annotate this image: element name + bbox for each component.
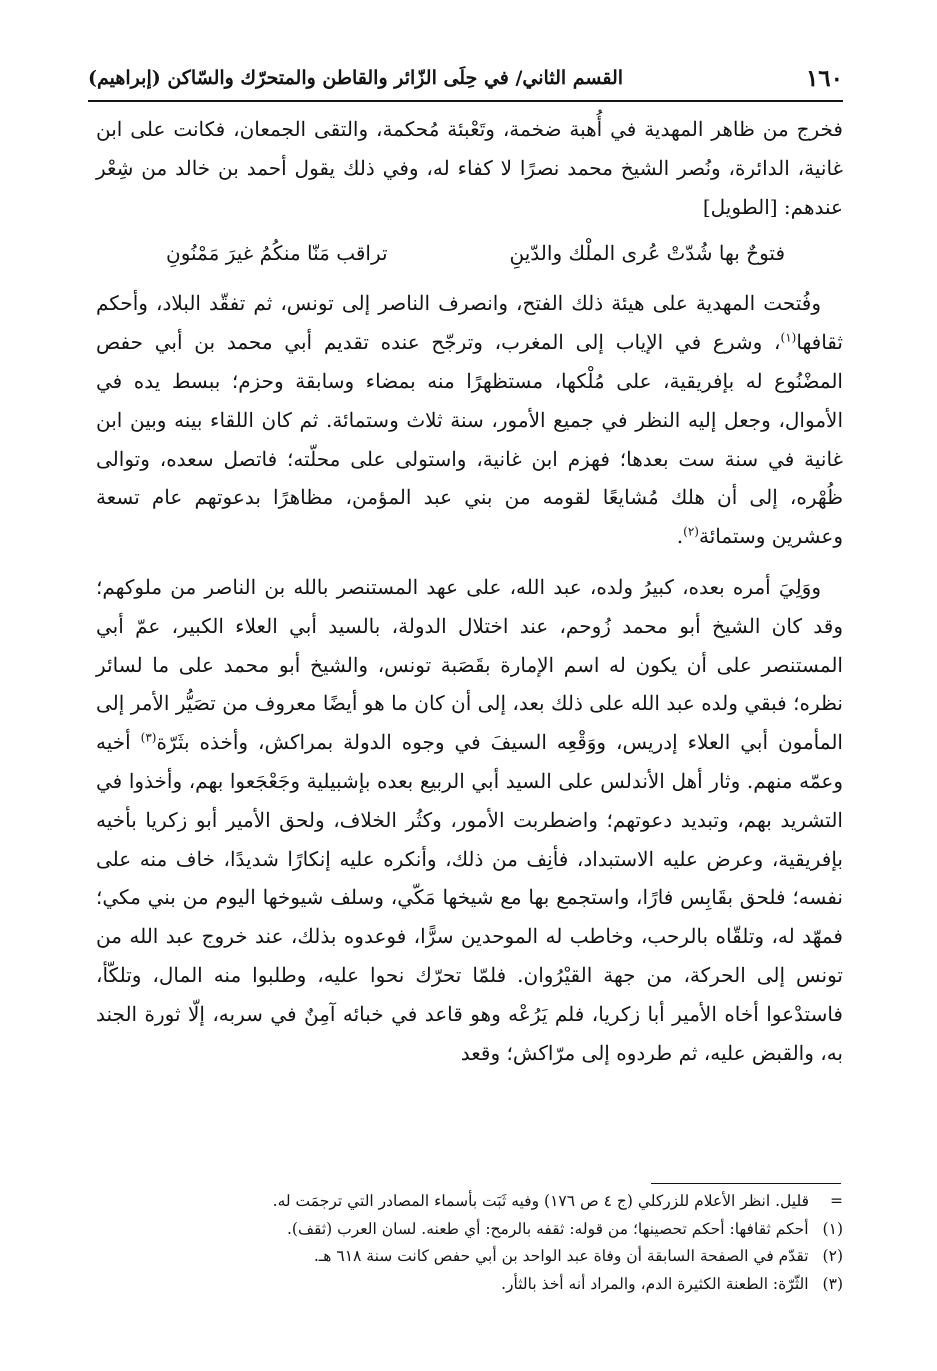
footnote-1 [96,1216,843,1244]
paragraph-3-part-a: ووَلِيَ أمره بعده، كبيرُ ولده، عبد الله، على عهد المستنصر بالله بن الناصر من ملوكهم؛ وقد كان الشيخ أبو محمد زُوحم، عند اختلال الدولة، بالسيد أبي العلاء الكبير، عمّ أبي المستنصر على أن يكون له اسم الإمارة بقَصَبة تونس، والشيخ أبو محمد على ما لسائر نظره؛ فبقي ولده عبد الله على ذلك بعد، إلى أن كان ما هو أيضًا معروف من تصَيُّر الأمر إلى المأمون أبي العلاء إدريس، ووَقْعِه السيفَ في وجوه الدولة بمراكش، وأخذه بثَرّة [96,574,843,755]
footnote-2 [96,1243,843,1271]
paragraph-2 [96,284,843,556]
footnote-text: أحكم ثقافها: أحكم تحصينها؛ من قوله: ثقفه بالرمح: أي طعنه. لسان العرب (ثقف). [286,1219,809,1238]
header-divider [88,100,843,102]
footnote-text: الثّرّة: الطعنة الكثيرة الدم، والمراد أنه أخذ بالثأر. [501,1274,809,1293]
footnote-divider [651,1183,841,1184]
footnote-3 [96,1271,843,1299]
running-title: القسم الثاني/ في حِلَى الزّائر والقاطن والمتحرّك والسّاكن (إبراهيم) [88,67,624,89]
paragraph-3 [96,568,843,1072]
footnote-ref-1[interactable]: (١) [780,330,797,345]
footnote-mark: (٢) [822,1247,843,1265]
paragraph-2-part-b: ، وشرع في الإياب إلى المغرب، وترجّح عنده تقديم أبي محمد بن أبي حفص المضْنُوع له بإفريقية، على مُلْكها، مستظهرًا منه بمضاء وسابقة وحزم؛ ببسط يده في الأموال، وجعل إليه النظر في جميع الأمور، سنة ثلاث وستمائة. ثم كان اللقاء بينه وبين ابن غانية في سنة ست بعدها؛ فهزم ابن غانية، واستولى على محلّته؛ فاتصل سعده، وتوالى ظُهْره، إلى أن هلك مُشايعًا لقومه من بني عبد المؤمن، مظاهرًا بدعوتهم عام تسعة وعشرين وستمائة [96,330,843,549]
footnote-mark: (١) [822,1219,843,1238]
main-text [96,110,843,1072]
footnotes [96,1188,843,1298]
paragraph-1: فخرج من ظاهر المهدية في أُهبة ضخمة، وتَعْبئة مُحكمة، والتقى الجمعان، فكانت على ابن غانية، الدائرة، ونُصر الشيخ محمد نصرًا لا كفاء له، وفي ذلك يقول أحمد بن خالد من شِعْر عندهم: [الطويل] [96,117,843,219]
paragraph-2-part-a: وفُتحت المهدية على هيئة ذلك الفتح، وانصرف الناصر إلى تونس، ثم تفقّد البلاد، وأحكم ثقافها [96,291,843,355]
paragraph-2-part-c: . [676,524,684,549]
footnote-text: قليل. انظر الأعلام للزركلي (ج ٤ ص ١٧٦) وفيه ثَبَت بأسماء المصادر التي ترجمَت له. [272,1192,809,1210]
footnote-text: تقدّم في الصفحة السابقة أن وفاة عبد الواحد بن أبي حفص كانت سنة ٦١٨ هـ. [313,1247,809,1265]
verse-second-hemistich: تراقب مَنّا منكُمُ غيرَ مَمْنُونِ [166,241,388,266]
paragraph-3-part-b: أخيه وعمّه منهم. وثار أهل الأندلس على السيد أبي الربيع بعده بإشبيلية وجَعْجَعوا بهم، وأخذوا في التشريد بهم، وتبديد دعوتهم؛ واضطربت الأمور، وكثُر الخلاف، ولحق الأمير أبو زكريا بأخيه بإفريقية، وعرض عليه الاستبداد، فأنِف من ذلك، وأنكره عليه إنكارًا شديدًا، خاف منه على نفسه؛ فلحق بقَابِس فارًا، واستجمع بها مع شيخها مَكّي، وسلف شيوخها اليوم من بني مكي؛ فمهّد له، وتلقّاه بالرحب، وخاطب له الموحدين سرًّا، فوعدوه بذلك، عند خروج عبد الله من تونس إلى الحركة، من جهة القيْرُوان. فلمّا تحرّك نحوا عليه، وطلبوا منه المال، وتلكّأ، فاستدْعوا أخاه الأمير أبا زكريا، فلم يَرُعْه وهو قاعد في خبائه آمِنٌ في سربه، إلّا ثورة الجند به، والقبض عليه، ثم طردوه إلى مرّاكش؛ وقعد [96,730,843,1065]
footnote-ref-3[interactable]: (٣) [140,730,157,745]
footnote-mark: = [830,1192,843,1210]
running-header [88,58,843,98]
footnote-ref-2[interactable]: (٢) [683,524,699,539]
verse-first-hemistich: فتوحٌ بها شُدّتْ عُرى الملْك والدّينِ [509,241,785,266]
page-number: ١٦٠ [805,64,843,92]
footnote-mark: (٣) [822,1274,843,1293]
poetry-verse [96,226,843,284]
footnote-continued [96,1188,843,1216]
